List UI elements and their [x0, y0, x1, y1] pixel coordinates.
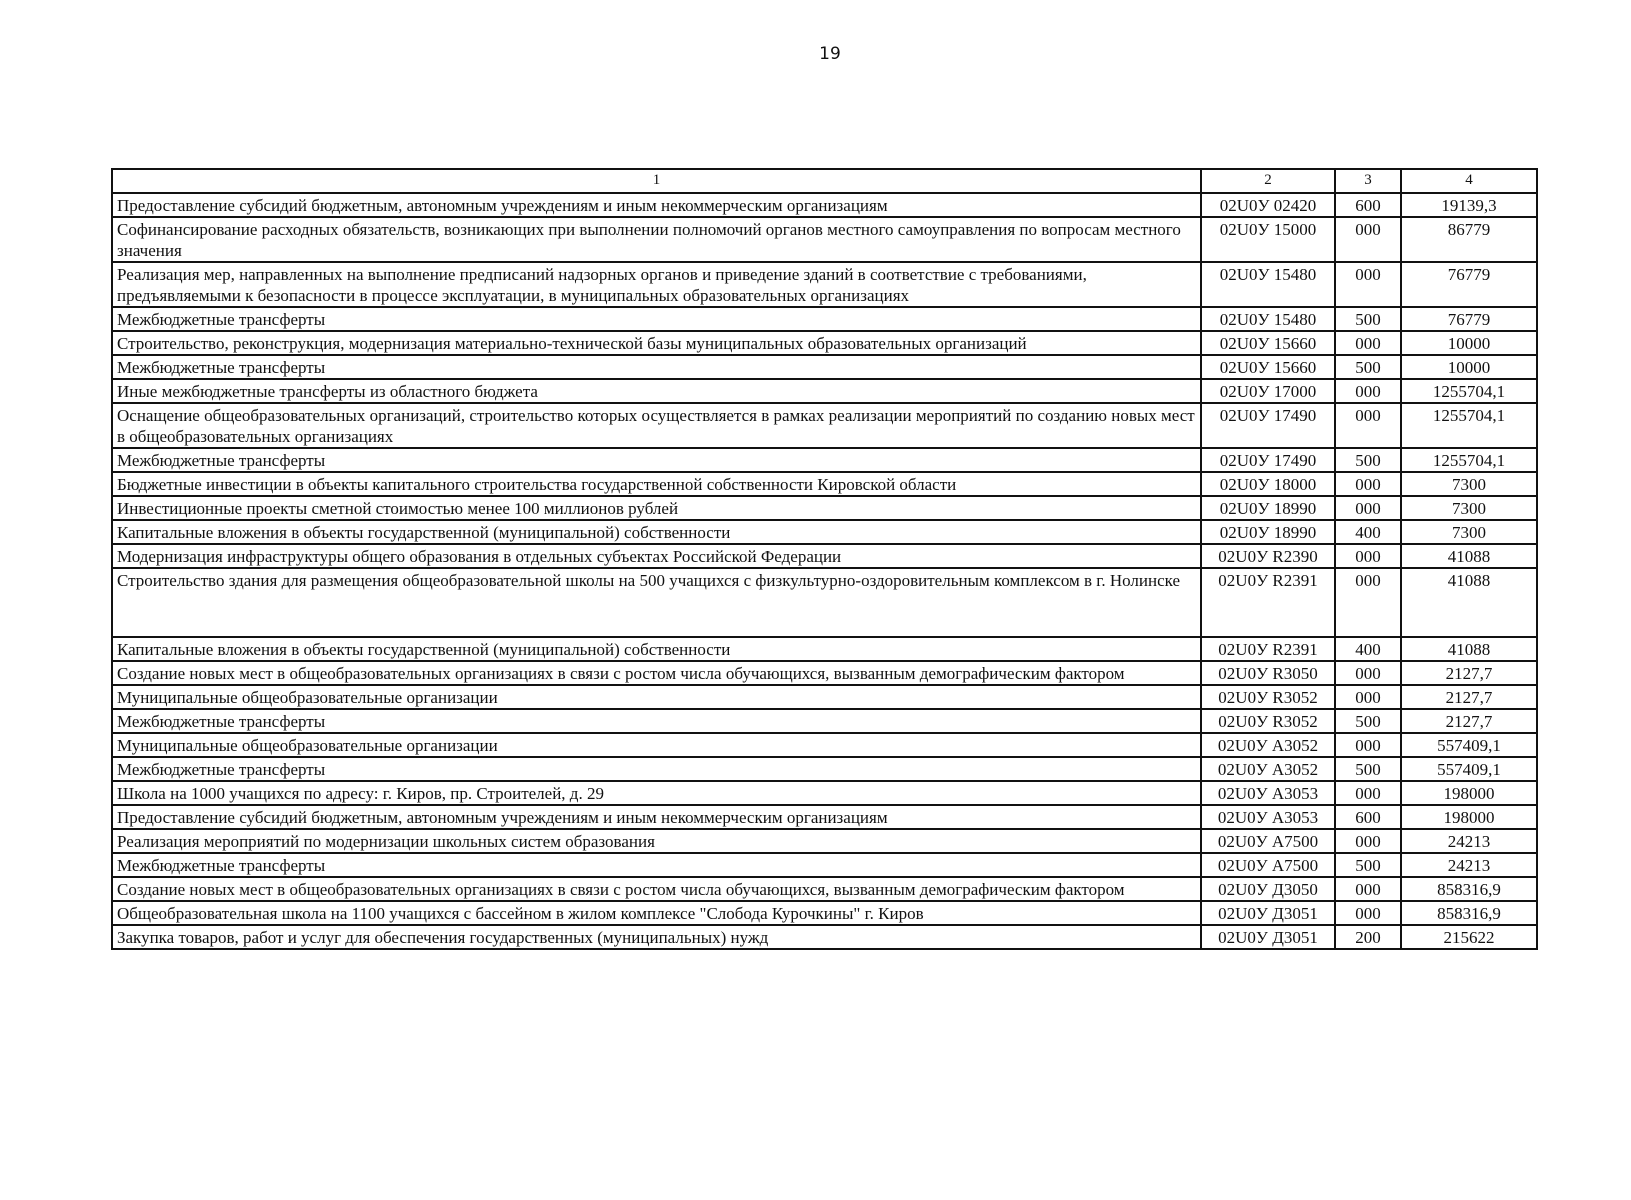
header-col-2: 2 [1201, 169, 1335, 193]
row-name-cell: Муниципальные общеобразовательные организации [112, 733, 1201, 757]
row-sum-cell: 41088 [1401, 568, 1537, 637]
row-name-cell: Общеобразовательная школа на 1100 учащихся с бассейном в жилом комплексе "Слобода Курочкины" г. Киров [112, 901, 1201, 925]
row-sum-cell: 7300 [1401, 520, 1537, 544]
row-code-cell: 02U0У 17490 [1201, 403, 1335, 448]
row-code-cell: 02U0У 15660 [1201, 331, 1335, 355]
row-name-cell: Капитальные вложения в объекты государственной (муниципальной) собственности [112, 520, 1201, 544]
row-kvr-cell: 500 [1335, 307, 1401, 331]
row-kvr-cell: 500 [1335, 757, 1401, 781]
table-row [112, 568, 1537, 637]
header-row [112, 169, 1537, 193]
row-name-cell: Реализация мер, направленных на выполнение предписаний надзорных органов и приведение зданий в соответствие с требованиями, предъявляемыми к безопасности в процессе эксплуатации, в муниципальных образовательных организациях [112, 262, 1201, 307]
row-name-cell: Софинансирование расходных обязательств, возникающих при выполнении полномочий органов местного самоуправления по вопросам местного значения [112, 217, 1201, 262]
row-name-cell: Муниципальные общеобразовательные организации [112, 685, 1201, 709]
row-sum-cell: 7300 [1401, 472, 1537, 496]
row-name-cell: Строительство здания для размещения общеобразовательной школы на 500 учащихся с физкультурно-оздоровительным комплексом в г. Нолинске [112, 568, 1201, 637]
row-sum-cell: 41088 [1401, 544, 1537, 568]
row-kvr-cell: 500 [1335, 709, 1401, 733]
row-kvr-cell: 200 [1335, 925, 1401, 949]
table-row [112, 403, 1537, 448]
row-code-cell: 02U0У А3053 [1201, 781, 1335, 805]
table-row [112, 331, 1537, 355]
header-col-4: 4 [1401, 169, 1537, 193]
row-code-cell: 02U0У R3052 [1201, 685, 1335, 709]
row-name-cell: Закупка товаров, работ и услуг для обеспечения государственных (муниципальных) нужд [112, 925, 1201, 949]
row-sum-cell: 76779 [1401, 307, 1537, 331]
table-row [112, 925, 1537, 949]
row-sum-cell: 1255704,1 [1401, 379, 1537, 403]
table-row [112, 637, 1537, 661]
row-kvr-cell: 000 [1335, 733, 1401, 757]
row-code-cell: 02U0У R2391 [1201, 637, 1335, 661]
row-kvr-cell: 000 [1335, 496, 1401, 520]
row-name-cell: Бюджетные инвестиции в объекты капитального строительства государственной собственности Кировской области [112, 472, 1201, 496]
row-sum-cell: 86779 [1401, 217, 1537, 262]
row-name-cell: Межбюджетные трансферты [112, 709, 1201, 733]
row-name-cell: Межбюджетные трансферты [112, 307, 1201, 331]
table-row [112, 853, 1537, 877]
row-sum-cell: 557409,1 [1401, 757, 1537, 781]
row-kvr-cell: 500 [1335, 448, 1401, 472]
row-kvr-cell: 600 [1335, 193, 1401, 217]
row-code-cell: 02U0У 15000 [1201, 217, 1335, 262]
row-kvr-cell: 000 [1335, 262, 1401, 307]
row-code-cell: 02U0У 18990 [1201, 496, 1335, 520]
row-sum-cell: 7300 [1401, 496, 1537, 520]
row-sum-cell: 76779 [1401, 262, 1537, 307]
table-row [112, 877, 1537, 901]
row-kvr-cell: 000 [1335, 877, 1401, 901]
row-name-cell: Межбюджетные трансферты [112, 448, 1201, 472]
row-code-cell: 02U0У 15660 [1201, 355, 1335, 379]
row-kvr-cell: 600 [1335, 805, 1401, 829]
row-name-cell: Модернизация инфраструктуры общего образования в отдельных субъектах Российской Федерации [112, 544, 1201, 568]
row-sum-cell: 2127,7 [1401, 661, 1537, 685]
row-kvr-cell: 000 [1335, 403, 1401, 448]
row-sum-cell: 10000 [1401, 355, 1537, 379]
table-row [112, 781, 1537, 805]
row-code-cell: 02U0У R2390 [1201, 544, 1335, 568]
row-name-cell: Создание новых мест в общеобразовательных организациях в связи с ростом числа обучающихся, вызванным демографическим фактором [112, 877, 1201, 901]
row-sum-cell: 19139,3 [1401, 193, 1537, 217]
row-name-cell: Инвестиционные проекты сметной стоимостью менее 100 миллионов рублей [112, 496, 1201, 520]
row-code-cell: 02U0У R3052 [1201, 709, 1335, 733]
table-row [112, 757, 1537, 781]
row-kvr-cell: 000 [1335, 217, 1401, 262]
row-code-cell: 02U0У Д3050 [1201, 877, 1335, 901]
table-row [112, 733, 1537, 757]
row-name-cell: Иные межбюджетные трансферты из областного бюджета [112, 379, 1201, 403]
row-name-cell: Капитальные вложения в объекты государственной (муниципальной) собственности [112, 637, 1201, 661]
row-name-cell: Оснащение общеобразовательных организаций, строительство которых осуществляется в рамках реализации мероприятий по созданию новых мест в общеобразовательных организациях [112, 403, 1201, 448]
row-code-cell: 02U0У А3052 [1201, 757, 1335, 781]
row-code-cell: 02U0У 17490 [1201, 448, 1335, 472]
header-col-1: 1 [112, 169, 1201, 193]
row-name-cell: Школа на 1000 учащихся по адресу: г. Киров, пр. Строителей, д. 29 [112, 781, 1201, 805]
row-code-cell: 02U0У 18000 [1201, 472, 1335, 496]
row-sum-cell: 215622 [1401, 925, 1537, 949]
row-kvr-cell: 400 [1335, 637, 1401, 661]
row-code-cell: 02U0У 18990 [1201, 520, 1335, 544]
table-row [112, 496, 1537, 520]
row-name-cell: Реализация мероприятий по модернизации школьных систем образования [112, 829, 1201, 853]
table-row [112, 709, 1537, 733]
table-row [112, 262, 1537, 307]
row-name-cell: Межбюджетные трансферты [112, 757, 1201, 781]
row-sum-cell: 1255704,1 [1401, 403, 1537, 448]
row-name-cell: Предоставление субсидий бюджетным, автономным учреждениям и иным некоммерческим организациям [112, 193, 1201, 217]
row-kvr-cell: 000 [1335, 472, 1401, 496]
row-name-cell: Межбюджетные трансферты [112, 853, 1201, 877]
row-kvr-cell: 000 [1335, 685, 1401, 709]
row-sum-cell: 41088 [1401, 637, 1537, 661]
row-code-cell: 02U0У 02420 [1201, 193, 1335, 217]
budget-table [111, 168, 1538, 950]
table-row [112, 448, 1537, 472]
row-sum-cell: 1255704,1 [1401, 448, 1537, 472]
row-sum-cell: 2127,7 [1401, 709, 1537, 733]
row-kvr-cell: 000 [1335, 544, 1401, 568]
table-row [112, 307, 1537, 331]
table-header [112, 169, 1537, 193]
table-row [112, 379, 1537, 403]
table-row [112, 217, 1537, 262]
header-col-3: 3 [1335, 169, 1401, 193]
row-name-cell: Строительство, реконструкция, модернизация материально-технической базы муниципальных образовательных организаций [112, 331, 1201, 355]
row-sum-cell: 2127,7 [1401, 685, 1537, 709]
table-row [112, 472, 1537, 496]
page-number: 19 [819, 44, 841, 64]
row-code-cell: 02U0У А3053 [1201, 805, 1335, 829]
table-row [112, 193, 1537, 217]
table-row [112, 544, 1537, 568]
row-kvr-cell: 000 [1335, 331, 1401, 355]
row-kvr-cell: 500 [1335, 853, 1401, 877]
row-code-cell: 02U0У 15480 [1201, 307, 1335, 331]
row-code-cell: 02U0У А7500 [1201, 853, 1335, 877]
row-code-cell: 02U0У R2391 [1201, 568, 1335, 637]
row-code-cell: 02U0У Д3051 [1201, 925, 1335, 949]
row-sum-cell: 198000 [1401, 805, 1537, 829]
row-name-cell: Межбюджетные трансферты [112, 355, 1201, 379]
row-kvr-cell: 000 [1335, 781, 1401, 805]
row-sum-cell: 24213 [1401, 829, 1537, 853]
row-name-cell: Предоставление субсидий бюджетным, автономным учреждениям и иным некоммерческим организациям [112, 805, 1201, 829]
table-row [112, 355, 1537, 379]
table-row [112, 901, 1537, 925]
row-kvr-cell: 500 [1335, 355, 1401, 379]
row-code-cell: 02U0У А3052 [1201, 733, 1335, 757]
row-code-cell: 02U0У 17000 [1201, 379, 1335, 403]
row-sum-cell: 198000 [1401, 781, 1537, 805]
row-kvr-cell: 000 [1335, 568, 1401, 637]
table-row [112, 805, 1537, 829]
table-row [112, 829, 1537, 853]
row-code-cell: 02U0У Д3051 [1201, 901, 1335, 925]
row-kvr-cell: 000 [1335, 901, 1401, 925]
table-row [112, 661, 1537, 685]
row-name-cell: Создание новых мест в общеобразовательных организациях в связи с ростом числа обучающихся, вызванным демографическим фактором [112, 661, 1201, 685]
row-kvr-cell: 000 [1335, 661, 1401, 685]
table-body [112, 193, 1537, 949]
table-row [112, 685, 1537, 709]
row-sum-cell: 10000 [1401, 331, 1537, 355]
row-sum-cell: 858316,9 [1401, 901, 1537, 925]
row-kvr-cell: 400 [1335, 520, 1401, 544]
row-sum-cell: 24213 [1401, 853, 1537, 877]
row-code-cell: 02U0У R3050 [1201, 661, 1335, 685]
row-sum-cell: 858316,9 [1401, 877, 1537, 901]
row-sum-cell: 557409,1 [1401, 733, 1537, 757]
row-kvr-cell: 000 [1335, 379, 1401, 403]
row-code-cell: 02U0У 15480 [1201, 262, 1335, 307]
table-row [112, 520, 1537, 544]
row-code-cell: 02U0У А7500 [1201, 829, 1335, 853]
row-kvr-cell: 000 [1335, 829, 1401, 853]
